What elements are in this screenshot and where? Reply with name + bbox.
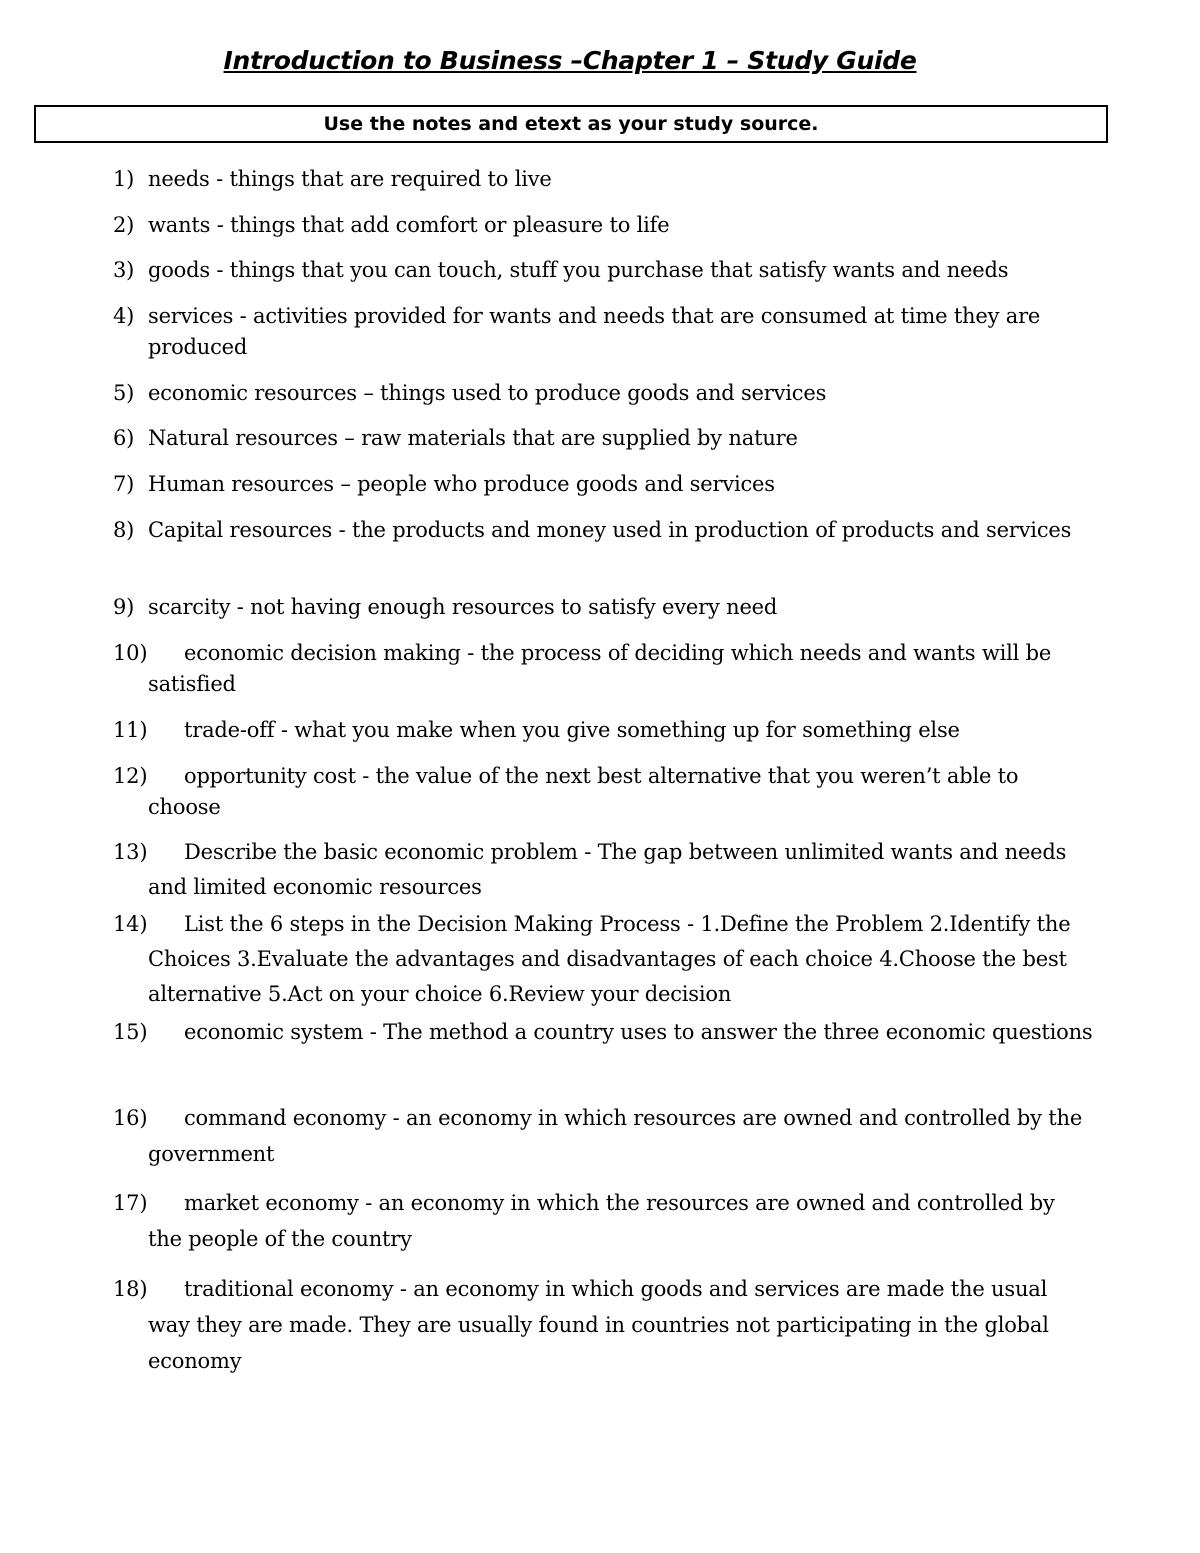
study-source-note-text: Use the notes and etext as your study source. xyxy=(323,113,819,135)
list-item xyxy=(113,1271,1093,1379)
list-item xyxy=(113,638,1093,700)
list-item xyxy=(113,515,1093,546)
item-number: 14) xyxy=(113,912,148,936)
list-item xyxy=(113,255,1093,286)
list-item xyxy=(113,301,1093,363)
list-item xyxy=(113,423,1093,454)
item-number: 16) xyxy=(113,1106,148,1130)
list-item xyxy=(113,378,1093,409)
item-text: economic decision making - the process of deciding which needs and wants will be satisfied xyxy=(148,641,1052,696)
item-number: 12) xyxy=(113,764,148,788)
item-number: 3) xyxy=(113,258,135,282)
item-text: command economy - an economy in which resources are owned and controlled by the government xyxy=(148,1106,1083,1166)
item-text: economic resources – things used to produce goods and services xyxy=(148,381,827,405)
item-number: 9) xyxy=(113,595,135,619)
item-number: 15) xyxy=(113,1020,148,1044)
item-text: trade-off - what you make when you give something up for something else xyxy=(184,718,960,742)
item-text: Capital resources - the products and money used in production of products and services xyxy=(148,518,1072,542)
item-number: 2) xyxy=(113,213,135,237)
item-text: market economy - an economy in which the resources are owned and controlled by the people of the country xyxy=(148,1191,1055,1251)
item-text: Human resources – people who produce goods and services xyxy=(148,472,775,496)
item-text: services - activities provided for wants and needs that are consumed at time they are produced xyxy=(148,304,1041,359)
list-item xyxy=(113,715,1093,746)
page-title: Introduction to Business –Chapter 1 – Study Guide xyxy=(223,46,917,75)
item-text: wants - things that add comfort or pleasure to life xyxy=(148,213,670,237)
list-item xyxy=(113,210,1093,241)
item-text: List the 6 steps in the Decision Making Process - 1.Define the Problem 2.Identify the Choices 3.Evaluate the advantages and disadvantages of each choice 4.Choose the best alternative 5.Act on your choice 6.Review your decision xyxy=(148,912,1071,1006)
item-text: needs - things that are required to live xyxy=(148,167,552,191)
item-number: 10) xyxy=(113,641,148,665)
item-number: 18) xyxy=(113,1277,148,1301)
list-item xyxy=(113,1185,1093,1257)
item-number: 6) xyxy=(113,426,135,450)
item-text: Describe the basic economic problem - The gap between unlimited wants and needs and limited economic resources xyxy=(148,840,1067,899)
list-item xyxy=(113,469,1093,500)
item-number: 8) xyxy=(113,518,135,542)
item-text: opportunity cost - the value of the next best alternative that you weren’t able to choose xyxy=(148,764,1019,819)
list-item xyxy=(113,1014,1093,1050)
item-number: 5) xyxy=(113,381,135,405)
item-text: economic system - The method a country uses to answer the three economic questions xyxy=(184,1020,1093,1044)
list-item xyxy=(113,1100,1093,1172)
item-number: 17) xyxy=(113,1191,148,1215)
list-item xyxy=(113,761,1093,823)
item-number: 1) xyxy=(113,167,135,191)
list-item xyxy=(113,164,1093,195)
item-text: traditional economy - an economy in which goods and services are made the usual way they are made. They are usually found in countries not participating in the global economy xyxy=(148,1277,1049,1373)
item-text: goods - things that you can touch, stuff you purchase that satisfy wants and needs xyxy=(148,258,1009,282)
study-source-note xyxy=(34,105,1108,143)
list-item xyxy=(113,907,1093,1012)
item-text: scarcity - not having enough resources to satisfy every need xyxy=(148,595,778,619)
item-number: 4) xyxy=(113,304,135,328)
item-text: Natural resources – raw materials that are supplied by nature xyxy=(148,426,798,450)
item-number: 13) xyxy=(113,840,148,864)
list-item xyxy=(113,835,1093,905)
item-number: 7) xyxy=(113,472,135,496)
item-number: 11) xyxy=(113,718,148,742)
list-item xyxy=(113,592,1093,623)
